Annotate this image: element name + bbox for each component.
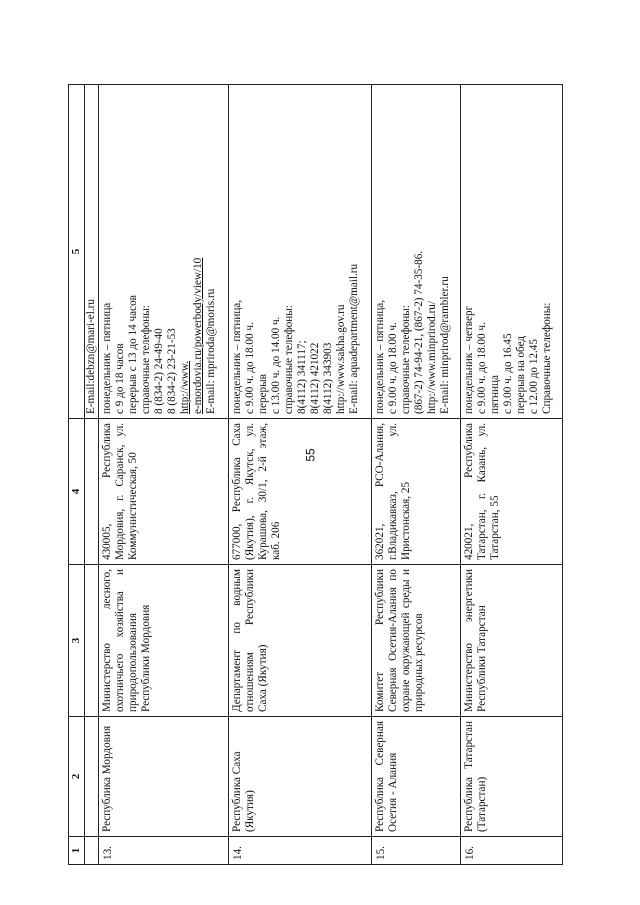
row-number: 16. bbox=[460, 837, 562, 865]
contact-line: с 12.00 до 12.45 bbox=[527, 339, 540, 414]
contact-line: с 9 до 18 часов bbox=[114, 343, 126, 414]
email-line: E-mail: minprirod@rambler.ru bbox=[439, 276, 452, 414]
contact-line: справочные телефоны: bbox=[400, 305, 413, 414]
table-row bbox=[372, 85, 460, 865]
authorities-table bbox=[68, 84, 563, 865]
contacts-cell bbox=[99, 85, 229, 419]
region-cell: Республика Северная Осетия - Алания bbox=[372, 717, 460, 837]
contact-line: Справочные телефоны: bbox=[540, 302, 553, 414]
email-line: E-mail: mpriroda@moris.ru bbox=[205, 288, 217, 414]
contacts-cell bbox=[372, 85, 460, 419]
contact-line: 8(4112) 421022 bbox=[308, 342, 321, 414]
continuation-row bbox=[85, 85, 99, 865]
contact-line: с 9.00 ч. до 18.00 ч. bbox=[243, 322, 256, 414]
contacts-cell bbox=[460, 85, 562, 419]
rotated-table-wrapper bbox=[68, 85, 563, 865]
table-row bbox=[460, 85, 562, 865]
contact-line: понедельник – пятница, bbox=[374, 299, 387, 414]
website-link[interactable]: http://www.sakha.gov.ru bbox=[334, 304, 347, 414]
header-col-1: 1 bbox=[69, 837, 85, 865]
contact-line: понедельник – пятница, bbox=[230, 299, 243, 414]
website-link[interactable]: http://www. bbox=[179, 360, 191, 414]
region-cell: Республика Татарстан (Татарстан) bbox=[460, 717, 562, 837]
row-number: 13. bbox=[99, 837, 229, 865]
continuation-email: E-mail:debzn@mari-el.ru bbox=[85, 85, 99, 419]
row-number: 15. bbox=[372, 837, 460, 865]
address-cell: 430005, Республика Мордовия, г. Саранск, ул. Коммунистическая, 50 bbox=[99, 419, 229, 565]
contact-line: 8(4112) 343903 bbox=[321, 342, 334, 414]
authority-cell: Министерство энергетики Республики Татарстан bbox=[460, 565, 562, 717]
header-col-4: 4 bbox=[69, 419, 85, 565]
contact-line: понедельник – четверг bbox=[462, 305, 475, 414]
authority-cell: Департамент по водным отношениям Республики Саха (Якутия) bbox=[228, 565, 372, 717]
address-cell: 362021, РСО-Алания, г.Владикавказ, ул. Иристонская, 25 bbox=[372, 419, 460, 565]
region-cell: Республика Саха (Якутия) bbox=[228, 717, 372, 837]
contact-line: с 9.00 ч. до 18.00 ч. bbox=[387, 322, 400, 414]
contact-line: 8(4112) 341117; bbox=[295, 340, 308, 414]
address-cell: 677000, Республика Саха (Якутия), г. Якутск, ул. Курашова, 30/1, 2-й этаж, каб. 206 bbox=[228, 419, 372, 565]
header-col-2: 2 bbox=[69, 717, 85, 837]
region-cell: Республика Мордовия bbox=[99, 717, 229, 837]
contact-line: справочные телефоны: bbox=[282, 305, 295, 414]
header-col-3: 3 bbox=[69, 565, 85, 717]
contact-line: с 9.00 ч. до 18.00 ч. bbox=[475, 322, 488, 414]
email-line: E-mail: aquadepartment@mail.ru bbox=[347, 263, 360, 414]
contact-line: понедельник – пятница bbox=[101, 302, 113, 414]
table-row bbox=[228, 85, 372, 865]
contact-line: с 9.00 ч. до 16.45 bbox=[501, 333, 514, 414]
contacts-cell bbox=[228, 85, 372, 419]
contact-line: пятница bbox=[488, 375, 501, 414]
header-row bbox=[69, 85, 85, 865]
page-number: 55 bbox=[303, 448, 318, 462]
address-cell: 420021, Республика Татарстан, г. Казань, ул. Татарстан, 55 bbox=[460, 419, 562, 565]
contact-line: 8 (834-2) 24-49-40 bbox=[153, 328, 165, 414]
contact-line: с 13.00 ч. до 14.00 ч. bbox=[269, 316, 282, 414]
table-row bbox=[99, 85, 229, 865]
contact-line: (867-2) 74-94-21, (867-2) 74-35-86. bbox=[413, 250, 426, 414]
contact-line: перерыв на обед bbox=[514, 335, 527, 414]
website-link[interactable]: e-mordovia.ru/powerbody/view/10 bbox=[192, 257, 204, 414]
row-number: 14. bbox=[228, 837, 372, 865]
authority-cell: Министерство лесного, охотничьего хозяйства и природопользования Республики Мордовия bbox=[99, 565, 229, 717]
header-col-5: 5 bbox=[69, 85, 85, 419]
contact-line: 8 (834-2) 23-21-53 bbox=[166, 328, 178, 414]
authority-cell: Комитет Республики Северная Осетия-Алания по охране окружающей среды и природных ресурсов bbox=[372, 565, 460, 717]
contact-line: перерыв bbox=[256, 374, 269, 414]
contact-line: справочные телефоны: bbox=[140, 305, 152, 414]
website-link[interactable]: http://www.minprirod.ru/ bbox=[426, 300, 439, 414]
contact-line: перерыв с 13 до 14 часов bbox=[127, 295, 139, 414]
